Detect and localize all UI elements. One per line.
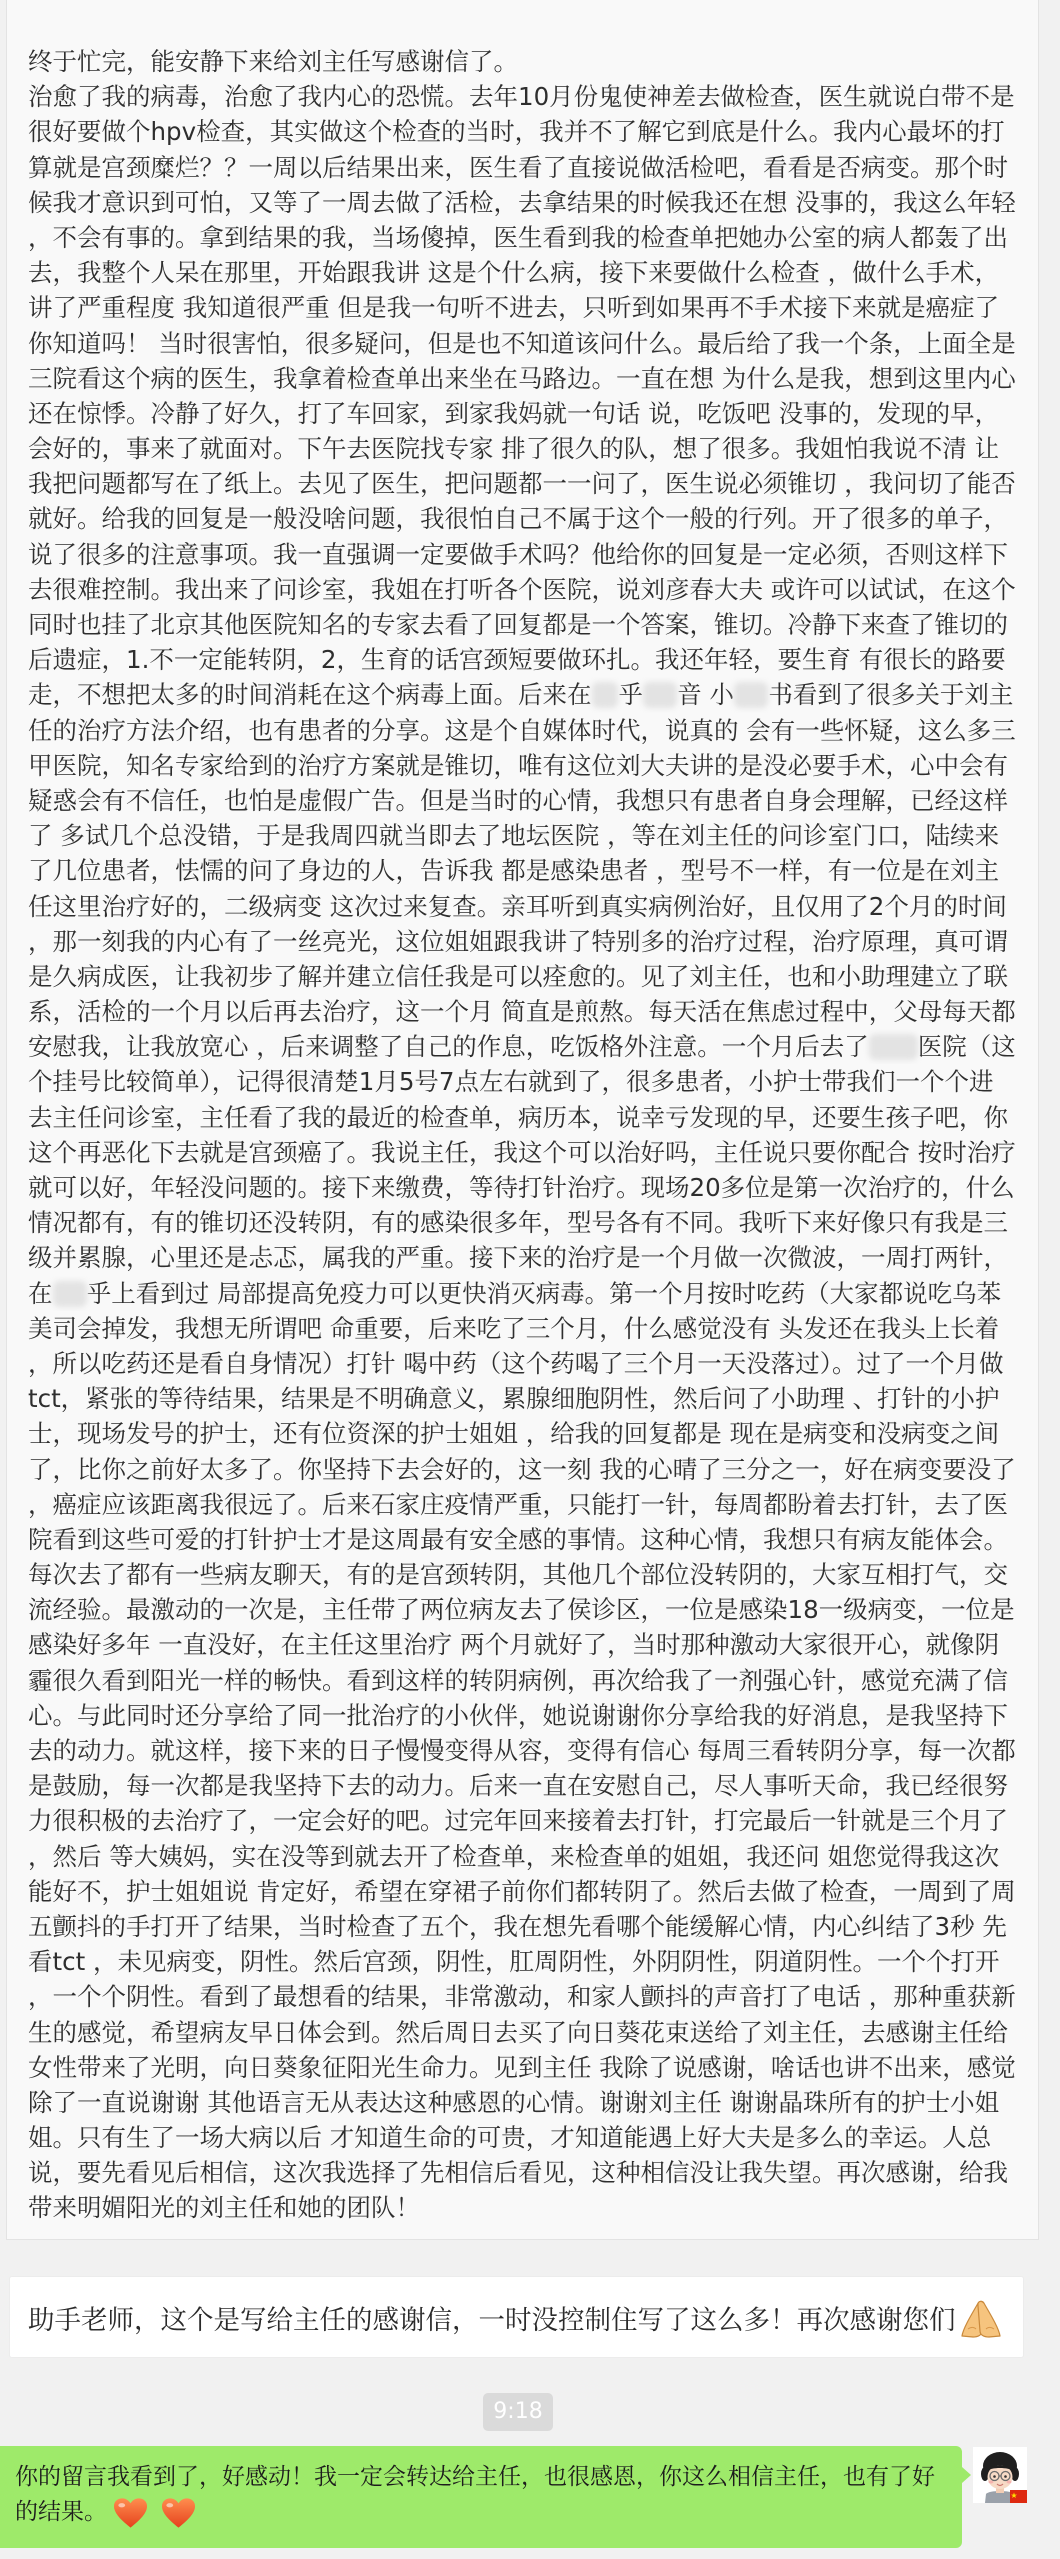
letter-line: 甲医院，知名专家给到的治疗方案就是锥切，唯有这位刘大夫讲的是没必要手术，心中会有 bbox=[28, 750, 1008, 780]
note-content bbox=[28, 2277, 1004, 2357]
orange-heart-icon bbox=[113, 2497, 148, 2529]
redacted-blur bbox=[869, 1034, 918, 1060]
letter-message-bubble[interactable] bbox=[6, 0, 1039, 2240]
letter-line: 院看到这些可爱的打针护士才是这周最有安全感的事情。这种心情，我想只有病友能体会。 bbox=[28, 1524, 1008, 1554]
letter-line: 心。与此同时还分享给了同一批治疗的小伙伴，她说谢谢你分享给我的好消息，是我坚持下 bbox=[28, 1700, 1008, 1730]
letter-line: ，不会有事的。拿到结果的我，当场傻掉，医生看到我的检查单把她办公室的病人都轰了出 bbox=[28, 222, 1008, 252]
redacted-blur bbox=[53, 1281, 87, 1307]
letter-line-segment: 乎 bbox=[618, 680, 643, 710]
letter-line: 五颤抖的手打开了结果，当时检查了五个，我在想先看哪个能缓解心情，内心纠结了3秒 先 bbox=[28, 1911, 1007, 1941]
letter-line: 治愈了我的病毒，治愈了我内心的恐慌。去年10月份鬼使神差去做检查，医生就说白带不是 bbox=[28, 82, 1015, 112]
sender-avatar[interactable] bbox=[973, 2447, 1027, 2503]
letter-text bbox=[28, 44, 1030, 2226]
letter-line: 终于忙完，能安静下来给刘主任写感谢信了。 bbox=[28, 47, 518, 76]
letter-line: 算就是宫颈糜烂？？一周以后结果出来，医生看了直接说做活检吧，看看是否病变。那个时 bbox=[28, 152, 1008, 182]
letter-line: 霾很久看到阳光一样的畅快。看到这样的转阴病例，再次给我了一剂强心针，感觉充满了信 bbox=[28, 1665, 1008, 1695]
cartoon-avatar-icon bbox=[973, 2447, 1027, 2503]
letter-line-segment: 书看到了很多关于刘主 bbox=[768, 680, 1014, 710]
letter-line bbox=[28, 1029, 1030, 1064]
message-timestamp: 9:18 bbox=[483, 2393, 553, 2431]
letter-line: 讲了严重程度 我知道很严重 但是我一句听不进去，只听到如果再不手术接下来就是癌症了 bbox=[28, 293, 1000, 323]
letter-line-segment: 医院（这 bbox=[917, 1032, 1016, 1062]
letter-line: 你知道吗！ 当时很害怕，很多疑问，但是也不知道该问什么。最后给了我一个条，上面全是 bbox=[28, 328, 1016, 358]
letter-line: ，那一刻我的内心有了一丝亮光，这位姐姐跟我讲了特别多的治疗过程，治疗原理，真可谓 bbox=[28, 926, 1008, 956]
folded-hands-icon bbox=[958, 2296, 1004, 2338]
letter-line: 说，要先看见后相信，这次我选择了先相信后看见，这种相信没让我失望。再次感谢，给我 bbox=[28, 2158, 1008, 2188]
letter-line: 级并累腺，心里还是忐忑，属我的严重。接下来的治疗是一个月做一次微波，一周打两针， bbox=[28, 1243, 1008, 1273]
letter-line: 女性带来了光明，向日葵象征阳光生命力。见到主任 我除了说感谢，啥话也讲不出来，感觉 bbox=[28, 2052, 1016, 2082]
letter-line: 生的感觉，希望病友早日体会到。然后周日去买了向日葵花束送给了刘主任，去感谢主任给 bbox=[28, 2017, 1008, 2047]
letter-line: ，所以吃药还是看自身情况）打针 喝中药（这个药喝了三个月一天没落过）。过了一个月做 bbox=[28, 1348, 1004, 1378]
letter-line: 去的动力。就这样，接下来的日子慢慢变得从容，变得有信心 每周三看转阴分享，每一次都 bbox=[28, 1736, 1016, 1765]
letter-line: 很好要做个hpv检查，其实做这个检查的当时，我并不了解它到底是什么。我内心最坏的打 bbox=[28, 117, 1005, 147]
letter-line: 三院看这个病的医生，我拿着检查单出来坐在马路边。一直在想 为什么是我，想到这里内心 bbox=[28, 363, 1016, 393]
letter-line-segment: 音 小 bbox=[677, 680, 735, 710]
letter-line bbox=[28, 1276, 1030, 1311]
redacted-blur bbox=[643, 682, 677, 708]
letter-line: 后遗症，1.不一定能转阴，2，生育的话宫颈短要做环扎。我还年轻，要生育 有很长的路要 bbox=[28, 645, 1006, 675]
orange-heart-icon bbox=[161, 2497, 196, 2529]
letter-line: tct，紧张的等待结果，结果是不明确意义，累腺细胞阴性，然后问了小助理 、打针的小护 bbox=[28, 1384, 1000, 1414]
letter-line: 就好。给我的回复是一般没啥问题，我很怕自己不属于这个一般的行列。开了很多的单子， bbox=[28, 504, 1008, 534]
note-text: 助手老师，这个是写给主任的感谢信，一时没控制住写了这么多！再次感谢您们 bbox=[28, 2304, 956, 2336]
letter-line: 流经验。最激动的一次是，主任带了两位病友去了侯诊区，一位是感染18一级病变，一位是 bbox=[28, 1595, 1015, 1625]
letter-line: 任这里治疗好的，二级病变 这次过来复查。亲耳听到真实病例治好，且仅用了2个月的时间 bbox=[28, 891, 1007, 921]
redacted-blur bbox=[592, 682, 619, 708]
letter-line: 去，我整个人呆在那里，开始跟我讲 这是个什么病，接下来要做什么检查 ，做什么手术， bbox=[28, 258, 1000, 288]
letter-line: 力很积极的去治疗了，一定会好的吧。过完年回来接着去打针，打完最后一针就是三个月了 bbox=[28, 1806, 1008, 1836]
letter-line: 情况都有，有的锥切还没转阴，有的感染很多年，型号各有不同。我听下来好像只有我是三 bbox=[28, 1208, 1008, 1238]
letter-line: 了几位患者，怯懦的问了身边的人，告诉我 都是感染患者 ，型号不一样，有一位是在刘主 bbox=[28, 856, 1000, 886]
letter-line: ，一个个阴性。看到了最想看的结果，非常激动，和家人颤抖的声音打了电话 ，那种重获新 bbox=[28, 1982, 1016, 2012]
letter-line: 除了一直说谢谢 其他语言无从表达这种感恩的心情。谢谢刘主任 谢谢晶珠所有的护士小姐 bbox=[28, 2087, 1000, 2117]
letter-line: 士，现场发号的护士，还有位资深的护士姐姐 ，给我的回复都是 现在是病变和没病变之间 bbox=[28, 1419, 1000, 1449]
letter-line: 说了很多的注意事项。我一直强调一定要做手术吗？他给你的回复是一定必须，否则这样下 bbox=[28, 539, 1008, 569]
letter-line: 看tct ，未见病变，阴性。然后宫颈，阴性，肛周阴性，外阴阴性，阴道阴性。一个个打开 bbox=[28, 1947, 1000, 1977]
letter-line: 了，比你之前好太多了。你坚持下去会好的，这一刻 我的心晴了三分之一，好在病变要没了 bbox=[28, 1454, 1016, 1484]
letter-line: 去很难控制。我出来了问诊室，我姐在打听各个医院，说刘彦春大夫 或许可以试试，在这个 bbox=[28, 574, 1016, 604]
reply-line-text: 的结果。 bbox=[15, 2499, 107, 2525]
letter-line-segment: 乎上看到过 局部提高免疫力可以更快消灭病毒。第一个月按时吃药（大家都说吃乌苯 bbox=[86, 1278, 1002, 1308]
letter-line: 我把问题都写在了纸上。去见了医生，把问题都一一问了，医生说必须锥切 ，我问切了能否 bbox=[28, 469, 1016, 499]
letter-line: 同时也挂了北京其他医院知名的专家去看了回复都是一个答案，锥切。冷静下来查了锥切的 bbox=[28, 610, 1008, 639]
letter-line: 就可以好，年轻没问题的。接下来缴费，等待打针治疗。现场20多位是第一次治疗的，什么 bbox=[28, 1173, 1015, 1202]
letter-line-segment: 在 bbox=[28, 1278, 53, 1308]
note-message-bubble[interactable] bbox=[10, 2277, 1023, 2357]
letter-line: 是鼓励，每一次都是我坚持下去的动力。后来一直在安慰自己，尽人事听天命，我已经很努 bbox=[28, 1771, 1008, 1801]
reply-message-bubble[interactable] bbox=[0, 2446, 962, 2548]
letter-line: 还在惊悸。冷静了好久，打了车回家，到家我妈就一句话 说，吃饭吧 没事的，发现的早， bbox=[28, 398, 1000, 428]
letter-line: 能好不，护士姐姐说 肯定好，希望在穿裙子前你们都转阴了。然后去做了检查，一周到了周 bbox=[28, 1876, 1016, 1906]
letter-line: 疑惑会有不信任，也怕是虚假广告。但是当时的心情，我想只有患者自身会理解，已经这样 bbox=[28, 785, 1008, 815]
letter-line: 任的治疗方法介绍，也有患者的分享。这是个自媒体时代，说真的 会有一些怀疑，这么多三 bbox=[28, 715, 1016, 745]
letter-line: 美司会掉发，我想无所谓吧 命重要，后来吃了三个月，什么感觉没有 头发还在我头上长着 bbox=[28, 1313, 1000, 1343]
reply-line: 你的留言我看到了，好感动！我一定会转达给主任，也很感恩，你这么相信主任，也有了好 bbox=[15, 2464, 935, 2490]
letter-line: 了 多试几个总没错，于是我周四就当即去了地坛医院 ，等在刘主任的问诊室门口，陆续来 bbox=[28, 821, 1000, 851]
redacted-blur bbox=[734, 682, 768, 708]
letter-line-segment: 走，不想把太多的时间消耗在这个病毒上面。后来在 bbox=[28, 680, 592, 710]
reply-line bbox=[15, 2495, 935, 2530]
letter-line: 去主任问诊室，主任看了我的最近的检查单，病历本，说幸亏发现的早，还要生孩子吧，你 bbox=[28, 1102, 1008, 1132]
letter-line: 感染好多年 一直没好，在主任这里治疗 两个月就好了，当时那种激动大家很开心，就像阴 bbox=[28, 1630, 1000, 1660]
letter-line: ，癌症应该距离我很远了。后来石家庄疫情严重，只能打一针，每周都盼着去打针，去了医 bbox=[28, 1489, 1008, 1519]
letter-line: 这个再恶化下去就是宫颈癌了。我说主任，我这个可以治好吗，主任说只要你配合 按时治疗 bbox=[28, 1137, 1016, 1167]
letter-line: 候我才意识到可怕，又等了一周去做了活检，去拿结果的时候我还在想 没事的，我这么年轻 bbox=[28, 187, 1016, 217]
letter-line: 姐。只有生了一场大病以后 才知道生命的可贵，才知道能遇上好大夫是多么的幸运。人总 bbox=[28, 2123, 992, 2153]
letter-line: 系，活检的一个月以后再去治疗，这一个月 简直是煎熬。每天活在焦虑过程中，父母每天都 bbox=[28, 997, 1016, 1027]
letter-line: 个挂号比较简单），记得很清楚1月5号7点左右就到了，很多患者，小护士带我们一个个进 bbox=[28, 1067, 994, 1097]
letter-line: 带来明媚阳光的刘主任和她的团队！ bbox=[28, 2193, 420, 2223]
letter-line bbox=[28, 677, 1030, 712]
letter-line: ，然后 等大姨妈，实在没等到就去开了检查单，来检查单的姐姐，我还问 姐您觉得我这次 bbox=[28, 1841, 1000, 1871]
letter-line: 会好的，事来了就面对。下午去医院找专家 排了很久的队，想了很多。我姐怕我说不清 让 bbox=[28, 434, 1000, 464]
reply-text bbox=[15, 2460, 935, 2530]
letter-line: 是久病成医，让我初步了解并建立信任我是可以痊愈的。见了刘主任，也和小助理建立了联 bbox=[28, 961, 1008, 991]
letter-line: 每次去了都有一些病友聊天，有的是宫颈转阴，其他几个部位没转阴的，大家互相打气，交 bbox=[28, 1560, 1008, 1590]
letter-line-segment: 安慰我，让我放宽心 ，后来调整了自己的作息，吃饭格外注意。一个月后去了 bbox=[28, 1032, 869, 1062]
